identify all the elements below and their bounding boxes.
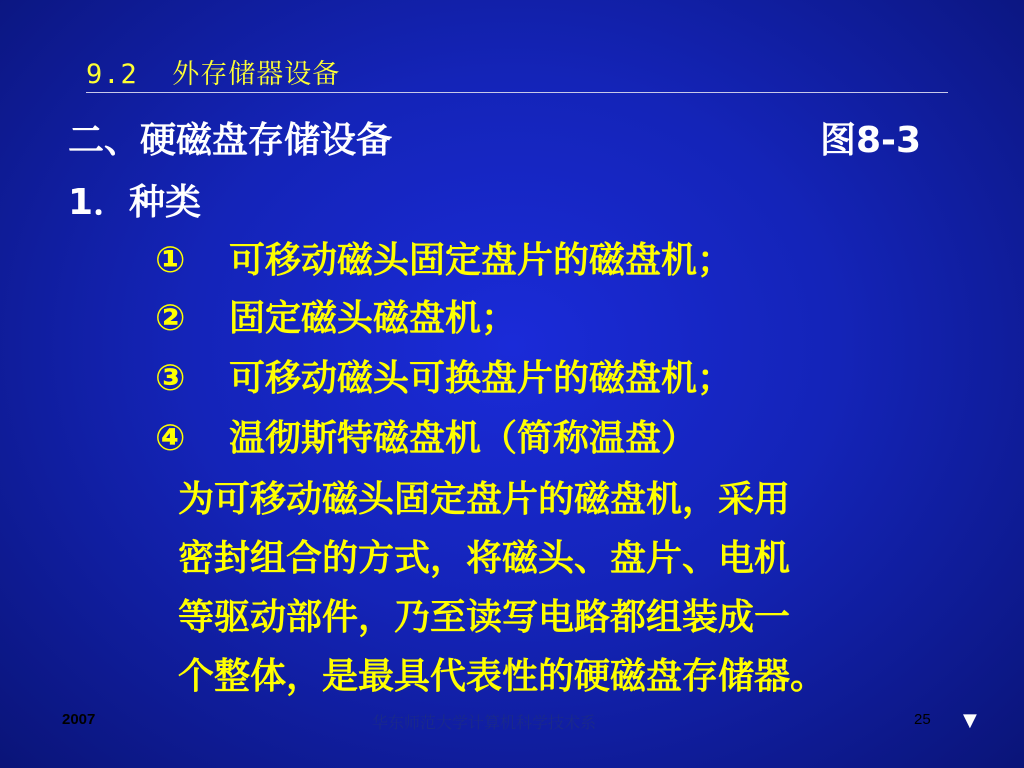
footer-organization: 华东师范大学计算机科学技术系: [372, 713, 597, 732]
title-divider: [86, 92, 948, 93]
triangle-down-icon[interactable]: ▼: [963, 710, 977, 731]
description-line: 为可移动磁头固定盘片的磁盘机，采用: [178, 479, 791, 520]
list-item-number: ②: [155, 298, 186, 339]
list-item-number: ④: [155, 418, 186, 459]
description-line: 等驱动部件，乃至读写电路都组装成一: [178, 597, 791, 638]
list-item-text: 可移动磁头固定盘片的磁盘机；: [229, 240, 734, 281]
page-number: 25: [914, 711, 931, 728]
section-title: 9.2 外存储器设备: [86, 59, 341, 90]
description-line: 密封组合的方式，将磁头、盘片、电机: [178, 538, 791, 579]
list-item-text: 固定磁头磁盘机；: [229, 298, 518, 339]
figure-reference: 图8-3: [820, 120, 922, 161]
list-item-text: 可移动磁头可换盘片的磁盘机；: [229, 358, 734, 399]
kind-label: 1．种类: [68, 182, 202, 223]
description-paragraph: [178, 470, 968, 706]
footer-year: 2007: [62, 711, 96, 728]
list-item: [155, 290, 517, 341]
list-item-number: ③: [155, 358, 186, 399]
slide-heading: 二、硬磁盘存储设备: [68, 120, 393, 161]
list-item-number: ①: [155, 240, 186, 281]
list-item-text: 温彻斯特磁盘机（简称温盘）: [229, 418, 698, 459]
list-item: [155, 232, 733, 283]
list-item: [155, 350, 733, 401]
description-line: 个整体，是最具代表性的硬磁盘存储器。: [178, 656, 827, 697]
list-item: [155, 410, 697, 461]
